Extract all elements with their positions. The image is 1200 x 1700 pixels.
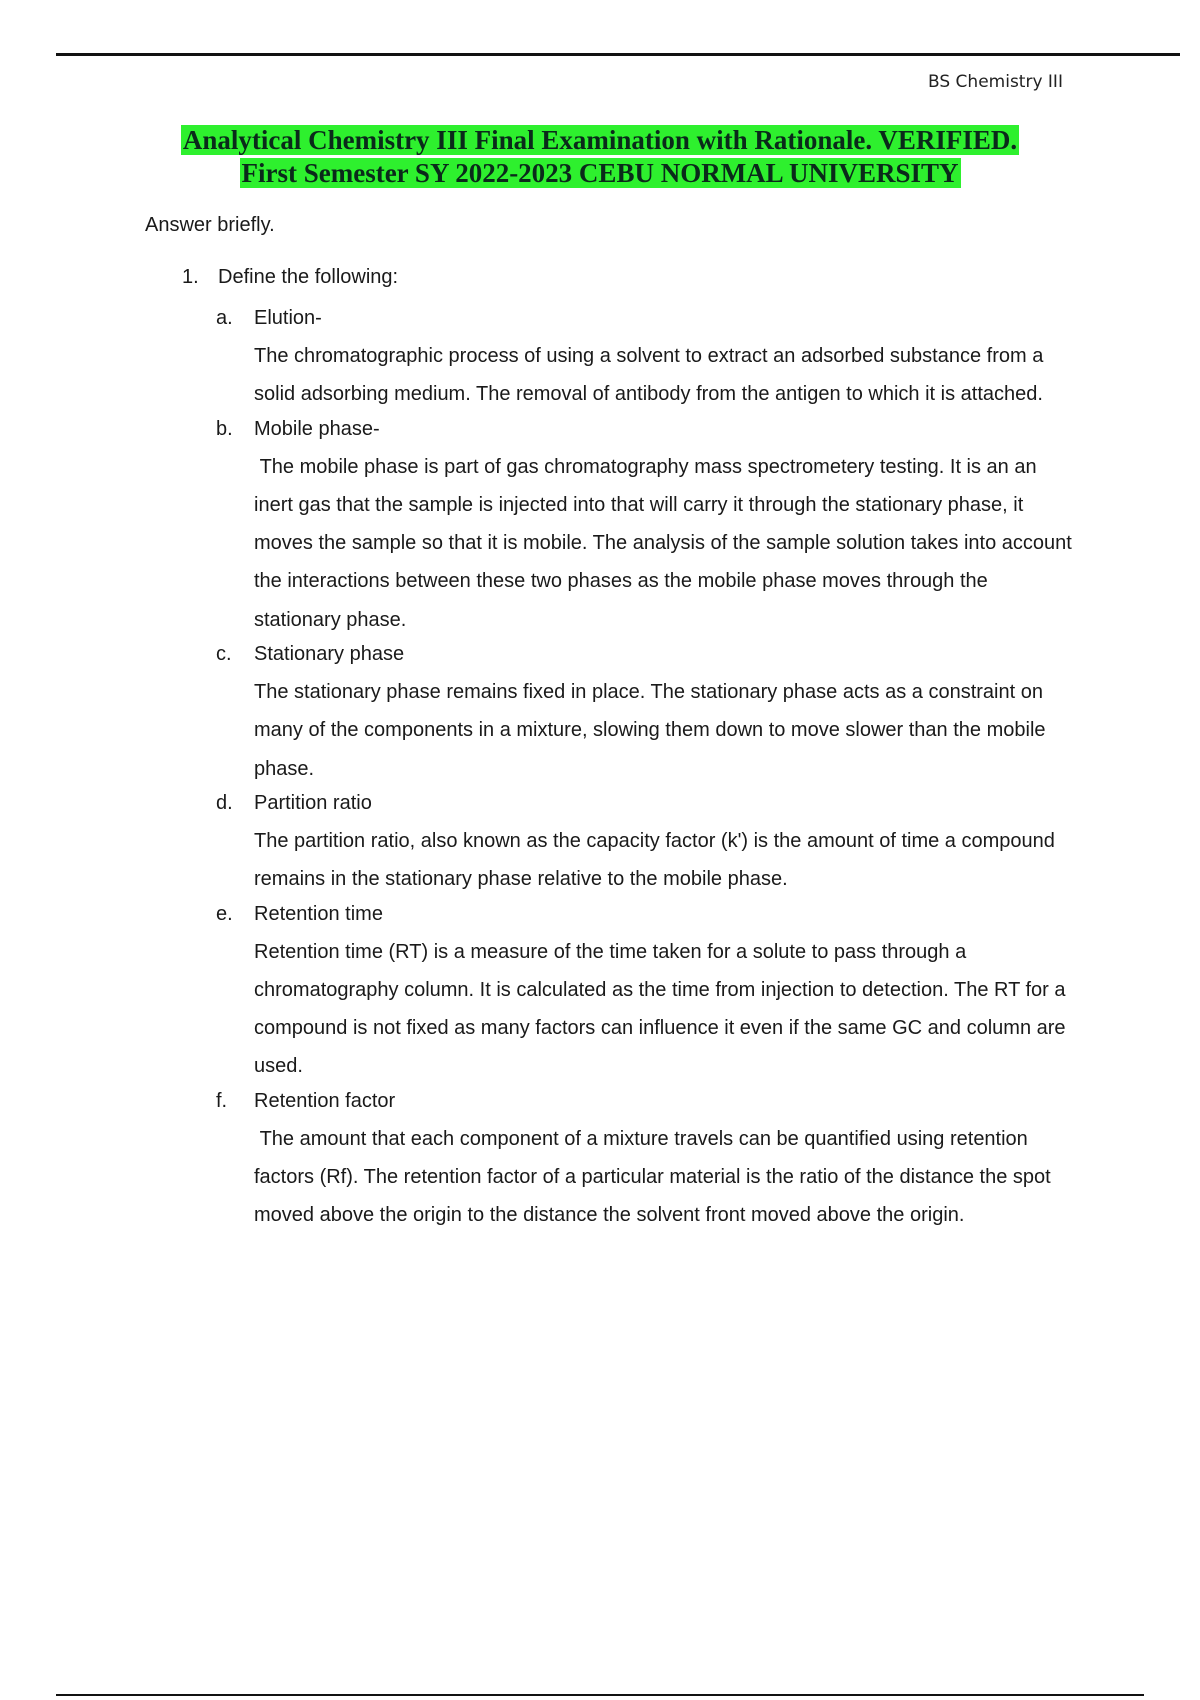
item-letter: b.: [216, 417, 233, 440]
list-item: [216, 788, 1076, 899]
item-term: Partition ratio: [254, 791, 372, 814]
list-item: [216, 899, 1076, 1086]
item-definition: The amount that each component of a mixture travels can be quantified using retention factors (Rf). The retention factor of a particular material is the ratio of the distance the spot moved above the origin to the distance the solvent front moved above the origin.: [254, 1127, 1057, 1227]
item-definition: The mobile phase is part of gas chromatography mass spectrometery testing. It is an an inert gas that the sample is injected into that will carry it through the stationary phase, it moves the sample so that it is mobile. The analysis of the sample solution takes into account the interactions between these two phases as the mobile phase moves through the stationary phase.: [254, 455, 1078, 631]
question-text: Define the following:: [218, 266, 399, 288]
list-item: [216, 414, 1076, 639]
item-heading: [216, 1086, 1076, 1124]
item-letter: e.: [216, 902, 233, 925]
top-rule: [56, 53, 1180, 56]
item-term: Elution-: [254, 307, 322, 329]
instructions: Answer briefly.: [145, 214, 275, 236]
item-heading: [216, 303, 1076, 341]
item-definition: The stationary phase remains fixed in place. The stationary phase acts as a constraint on many of the components in a mixture, slowing them down to move slower than the mobile phase.: [254, 681, 1046, 780]
item-letter: d.: [216, 791, 233, 814]
list-item: [216, 1086, 1076, 1235]
item-definition: The partition ratio, also known as the capacity factor (k') is the amount of time a compound remains in the stationary phase relative to the mobile phase.: [254, 829, 1055, 891]
document-title: [150, 124, 1050, 190]
item-heading: [216, 639, 1076, 677]
item-letter: c.: [216, 643, 232, 666]
bottom-rule: [56, 1694, 1144, 1696]
list-item: [216, 639, 1076, 788]
item-heading: [216, 899, 1076, 937]
item-term: Retention factor: [254, 1089, 396, 1112]
question-number: 1.: [182, 266, 199, 288]
item-letter: a.: [216, 307, 233, 329]
item-term: Mobile phase-: [254, 417, 380, 440]
page-header-label: BS Chemistry III: [928, 72, 1063, 92]
title-line-1: Analytical Chemistry III Final Examination with Rationale. VERIFIED.: [182, 125, 1018, 155]
item-heading: [216, 788, 1076, 826]
item-letter: f.: [216, 1089, 228, 1112]
item-definition: The chromatographic process of using a solvent to extract an adsorbed substance from a solid adsorbing medium. The removal of antibody from the antigen to which it is attached.: [254, 345, 1044, 406]
question-1: [182, 266, 398, 289]
title-line-2: First Semester SY 2022-2023 CEBU NORMAL UNIVERSITY: [241, 158, 959, 188]
list-item: [216, 303, 1076, 414]
item-term: Retention time: [254, 902, 383, 925]
definition-list: [216, 303, 1076, 1235]
item-term: Stationary phase: [254, 643, 405, 666]
item-definition: Retention time (RT) is a measure of the time taken for a solute to pass through a chromatography column. It is calculated as the time from injection to detection. The RT for a compound is not fixed as many factors can influence it even if the same GC and column are used.: [254, 940, 1066, 1078]
item-heading: [216, 414, 1076, 452]
